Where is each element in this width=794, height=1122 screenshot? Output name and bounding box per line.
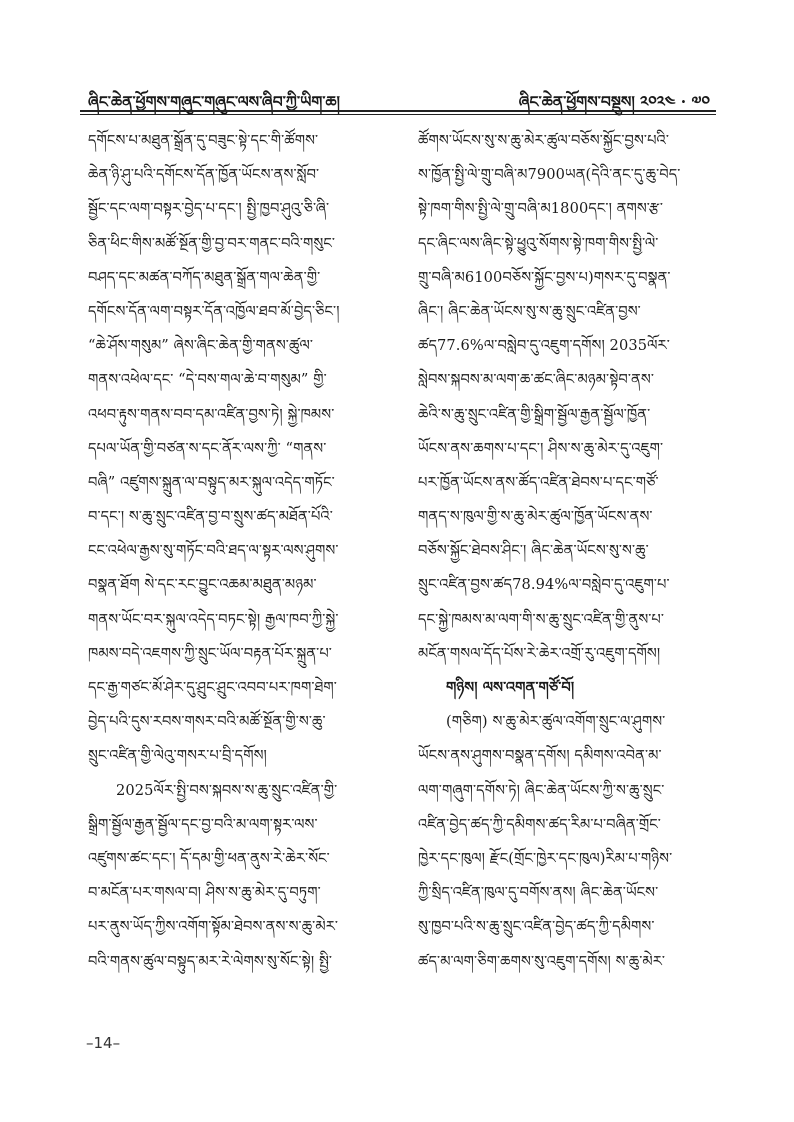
text-line: ཡོངས་ནས་ཤུགས་བསྣན་དགོས། དམིགས་འབེན་མ་ [418, 747, 662, 765]
text-line: སྲུང་འཛིན་གྱི་ལེའུ་གསར་པ་བྲི་དགོས། [88, 747, 267, 765]
right-text-column [418, 124, 714, 979]
text-line: ཚོགས་ཡོངས་སུ་ས་ཆུ་མེར་ཚུལ་བཅོས་སྐྱོང་བྱས་པའི་ [418, 132, 670, 149]
text-line: ཆེན་ཉི་ཤུ་པའི་དགོངས་དོན་ཁྱོན་ཡོངས་ནས་སློབ་ [88, 166, 320, 184]
text-line: དང་ཞིང་ལས་ཞིང་སྟེ་ཕྱུའུ་སོགས་སྟེ་ཁག་གིས་སྤྱི་ལེ་ [418, 234, 659, 252]
text-line: སྟེ་ཁག་གིས་སྤྱི་ལེ་གྲུ་བཞི་མ1800དང་། ནགས་རྩ་ [418, 200, 664, 218]
text-line: བ་མངོན་པར་གསལ་བ། ཤིས་ས་ཆུ་མེར་དུ་བཏུག་ [88, 884, 321, 902]
text-line: གནད་ས་ཁུལ་གྱི་ས་ཆུ་མེར་ཚུལ་ཁྱོན་ཡོངས་ནས་ [418, 508, 653, 526]
running-header-issue: ཞིང་ཆེན་ཕྱོགས་བསྡུས། ༢༠༢༤ · ༧༠ [518, 92, 710, 111]
text-line: ངང་འཕེལ་རྒྱས་སུ་གཏོང་བའི་ཐད་ལ་སྟར་ལས་ཤུགས་ [88, 542, 339, 560]
text-line: 2025ལོར་སྤྱི་བས་སྐབས་ས་ཆུ་སྲུང་འཛིན་གྱི་ [116, 781, 338, 799]
text-line: དགོངས་པ་མཐུན་སྒྲོན་དུ་བཟུང་སྟེ་དང་གི་ཚོགས་ [88, 132, 319, 149]
text-line: པར་ཁྱོན་ཡོངས་ནས་ཚོད་འཛིན་ཐེབས་པ་དང་གཙོ་ [418, 473, 659, 491]
text-line: ཁྱེར་དང་ཁུལ། རྫོང(གྲོང་ཁྱེར་དང་ཁུལ)རིམ་པ་གཉིས་ [418, 849, 673, 867]
text-line: འཛིན་བྱེད་ཚད་ཀྱི་དམིགས་ཚད་རིམ་པ་བཞིན་གྲོང་ [418, 815, 661, 833]
text-line: ཞིང་། ཞིང་ཆེན་ཡོངས་སུ་ས་ཆུ་སྲུང་འཛིན་བྱས་ [418, 302, 641, 320]
text-line: སྒྲིག་སྦྱོལ་རྒྱན་སྦྱོལ་དང་བྱ་བའི་མ་ལག་སྟར་ལས་ [88, 815, 318, 833]
text-line: གཉིས། ལས་འགན་གཙོ་བོ། [446, 679, 575, 696]
text-line: “ཆེ་ཤོས་གསུམ” ཞེས་ཞིང་ཆེན་གྱི་གནས་ཚུལ་ [88, 337, 314, 355]
text-line: དང་སྐྱེ་ཁམས་མ་ལག་གི་ས་ཆུ་སྲུང་འཛིན་གྱི་ནུས་པ་ [418, 610, 665, 628]
text-line: ཀྱི་སྲིད་འཛིན་ཁུལ་དུ་བགོས་ནས། ཞིང་ཆེན་ཡོངས་ [418, 884, 659, 902]
text-line: པར་ནུས་ཡོད་ཀྱིས་འགོག་སྟོམ་ཐེབས་ནས་ས་ཆུ་མེར་ [88, 918, 339, 936]
text-line: ཅིན་ཕིང་གིས་མཚོ་སྔོན་གྱི་བྱ་བར་གནང་བའི་གསུང་ [88, 234, 336, 252]
text-line: བའི་གནས་ཚུལ་བསྟུད་མར་རེ་ལེགས་སུ་སོང་སྟེ། སྤྱི་ [88, 952, 333, 970]
left-text-column [88, 124, 396, 979]
text-line: སླེབས་སྐབས་མ་ལག་ཆ་ཚང་ཞིང་མཉམ་སྟེབ་ནས་ [418, 371, 655, 389]
text-line: ཆེའི་ས་ཆུ་སྲུང་འཛིན་གྱི་སྒྲིག་སྦྱོལ་རྒྱན་སྦྱོལ་ཁྱོན་ [418, 405, 651, 423]
text-line: བ་དང་། ས་ཆུ་སྲུང་འཛིན་བྱ་བ་སྲུས་ཚད་མཐོན་པོའི་ [88, 508, 333, 526]
text-line: ཚད་མ་ལག་ཅིག་ཆགས་སུ་འཇུག་དགོས། ས་ཆུ་མེར་ [418, 952, 666, 970]
text-line: (གཅིག) ས་ཆུ་མེར་ཚུལ་འགོག་སྲུང་ལ་ཤུགས་ [446, 713, 666, 731]
text-line: མངོན་གསལ་དོད་པོས་རེ་ཆེར་འགྲོ་རུ་འཇུག་དགོས། [418, 644, 661, 662]
text-line: བཅོས་སྐྱོང་ཐེབས་ཤིང་། ཞིང་ཆེན་ཡོངས་སུ་ས་ཆུ་ [418, 542, 649, 560]
text-line: སུ་ཁྱབ་པའི་ས་ཆུ་སྲུང་འཛིན་བྱེད་ཚད་ཀྱི་དམིགས་ [418, 918, 655, 936]
text-line: ཁམས་བདེ་འཇགས་ཀྱི་སྲུང་ཡོལ་བརྟན་པོར་སྐྲུན་པ་ [88, 644, 332, 662]
text-line: གནས་ཡོང་བར་སྐུལ་འདེད་བཏང་སྟེ། རྒྱལ་ཁབ་ཀྱི་སྐྱེ་ [88, 610, 339, 628]
page-number: –14– [86, 1034, 121, 1052]
header-rule-thick [80, 110, 716, 112]
running-header-title: ཞིང་ཆེན་ཕྱོགས་གཞུང་གཞུང་ལས་ཞིབ་ཀྱི་ཡིག་ཆ། [88, 92, 340, 111]
text-line: བཤད་དང་མཚན་བཀོད་མཐུན་སྒྲོན་གལ་ཆེན་གྱི་ [88, 268, 321, 286]
text-line: འཛུགས་ཚང་དང་། དོ་དམ་གྱི་ཕན་ནུས་རེ་ཆེར་སོང་ [88, 849, 330, 867]
text-line: ལག་གཞུག་དགོས་ཏེ། ཞིང་ཆེན་ཡོངས་ཀྱི་ས་ཆུ་སྲུང་ [418, 781, 665, 799]
text-line: འཕབ་རྟུས་གནས་བབ་དམ་འཛིན་བྱས་ཏེ། སྐྱེ་ཁམས་ [88, 405, 335, 423]
text-line: ཡོངས་ནས་ཆགས་པ་དང་། ཤིས་ས་ཆུ་མེར་དུ་འཇུག་ [418, 439, 664, 457]
text-line: བཞི” འཛུགས་སྐྲུན་ལ་བསྟུད་མར་སྐུལ་འདེད་གཏོང་ [88, 473, 335, 491]
text-line: བསྣན་ཐོག སེ་དང་རང་བྱུང་འཆམ་མཐུན་མཉམ་ [88, 576, 317, 594]
text-line: གནས་འཕེལ་དང་ “དེ་བས་གལ་ཆེ་བ་གསུམ” གྱི་ [88, 371, 327, 389]
header-rule-thin [80, 114, 716, 115]
text-line: སྲུང་འཛིན་བྱས་ཚད78.94%ལ་བསླེབ་དུ་འཇུག་པ་ [418, 576, 670, 594]
text-line: ཚད77.6%ལ་བསླེབ་དུ་འཇུག་དགོས། 2035ལོར་ [418, 337, 670, 355]
text-line: དང་རྒྱ་གཙང་མོ་ཤེར་དུ་ཤྲུང་ཤྲུང་འབབ་པར་ཁག་ཐེག་ [88, 679, 337, 696]
text-line: དགོངས་དོན་ལག་བསྟར་དོན་འཁྱོལ་ཐབ་མོ་བྱེད་ཅིང་། [88, 302, 340, 320]
text-line: བྱེད་པའི་དུས་རབས་གསར་བའི་མཚོ་སྔོན་གྱི་ས་ཆུ་ [88, 713, 326, 731]
text-line: ས་ཁྱོན་སྤྱི་ལེ་གྲུ་བཞི་མ7900ཡན(དེའི་ནང་དུ་ཆུ་བེད་ [418, 166, 681, 184]
text-line: སྦྱོང་དང་ལག་བསྟར་བྱེད་པ་དང་། སྤྱི་ཁྱབ་ཤུའུ་ཅི་ཞི་ [88, 200, 330, 218]
text-line: གྲུ་བཞི་མ6100བཅོས་སྐྱོང་བྱས་པ)གསར་དུ་བསྣན་ [418, 268, 671, 286]
text-line: དཔལ་ཡོན་གྱི་བཙན་ས་དང་ནོར་ལས་ཀྱི་ “གནས་ [88, 439, 327, 457]
